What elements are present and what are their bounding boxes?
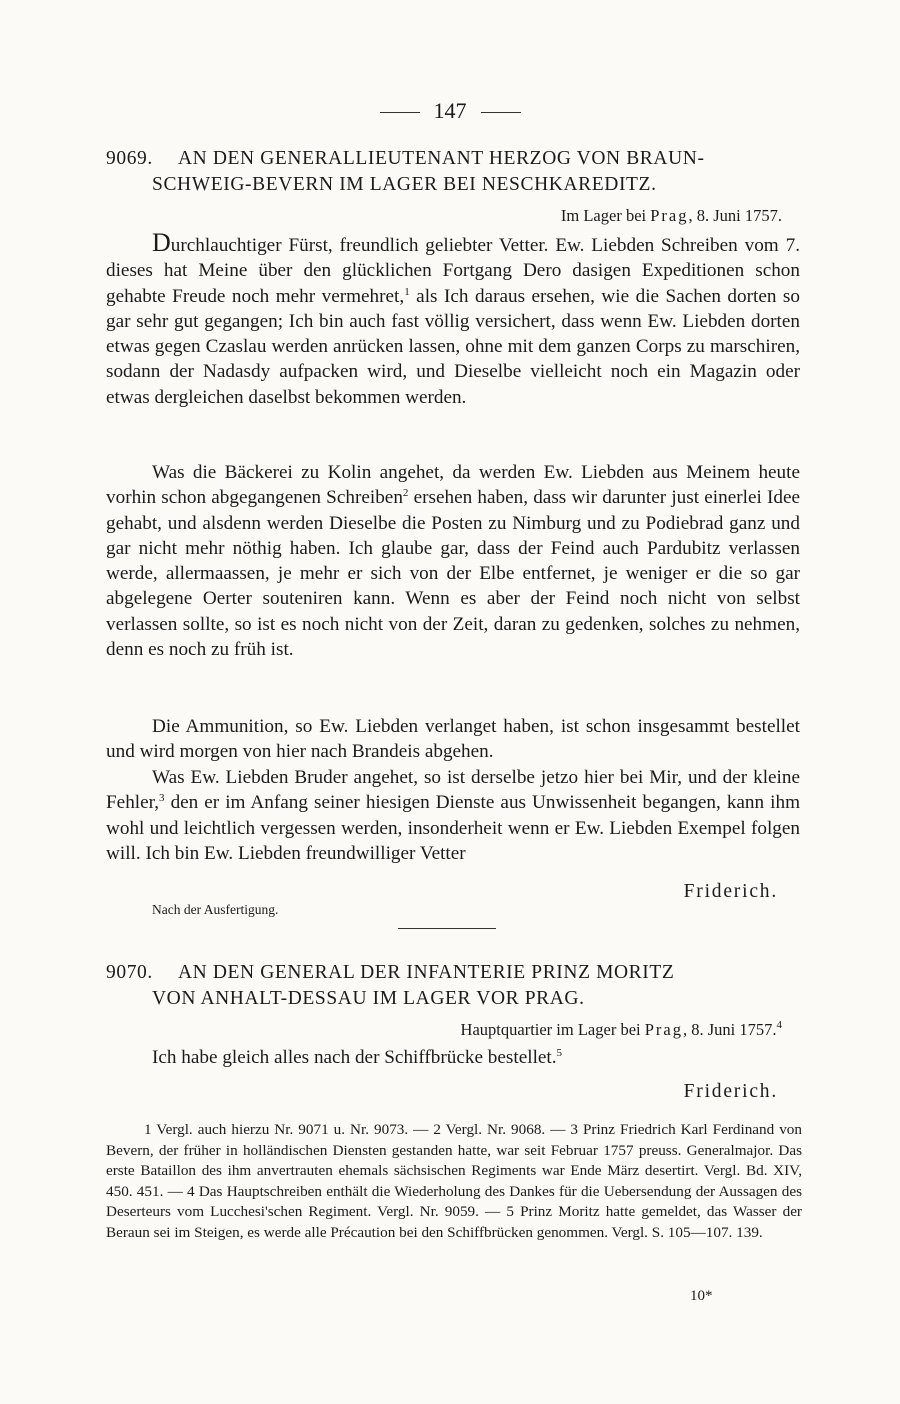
letter-9069-paragraph-4: Was Ew. Liebden Bruder angehet, so ist derselbe jetzo hier bei Mir, und der kleine Fehler,$^3$ den er im Anfang seiner hiesigen Dienste aus Unwissenheit begangen, kann ihm wohl und leichtlich vergessen werden, insonderheit wenn er Ew. Liebden Exempel folgen will. Ich bin Ew. Liebden freundwilliger Vetter [106,767,800,864]
letter-9069-paragraph-2: Was die Bäckerei zu Kolin angehet, da werden Ew. Liebden aus Meinem heute vorhin schon abgegangenen Schreiben$^2$ ersehen haben, dass wir darunter just einerlei Idee gehabt, und alsdenn werden Dieselbe die Posten zu Nimburg und zu Podiebrad ganz und gar nicht mehr nöthig haben. Ich glaube gar, dass der Feind auch Pardubitz verlassen werde, allermaassen, je mehr er sich von der Elbe entfernet, je weniger er die so gar abgelegene Oerter souteniren kann. Wenn es aber der Feind noch nicht von selbst verlassen sollte, so ist es noch nicht von der Zeit, daran zu gedenken, solches zu nehmen, denn es noch zu früh ist. [106,462,801,661]
letter-9069-heading [106,146,806,198]
letter-number: 9069. [106,148,153,169]
page-number: 147 [433,98,467,123]
heading-line-2: VON ANHALT-DESSAU IM LAGER VOR PRAG. [152,988,585,1009]
date-prefix: Hauptquartier im Lager bei [460,1020,645,1039]
letter-9069-paragraph-1: Durchlauchtiger Fürst, freundlich geliebter Vetter. Ew. Liebden Schreiben vom 7. dieses hat Meine über den glücklichen Fortgang Dero dasigen Expeditionen schon gehabte Freude noch mehr vermehret,$^1$ als Ich daraus ersehen, wie die Sachen dorten so gar sehr gut gegangen; Ich bin auch fast völlig versichert, dass wenn Ew. Liebden dorten etwas gegen Czaslau werden anrücken lassen, ohne mit dem ganzen Corps zu marschiren, sodann der Nadasdy aufpacken wird, und Dieselbe vielleicht noch ein Magazin oder etwas dergleichen daselbst bekommen werden. [106,228,800,408]
heading-line-2: SCHWEIG-BEVERN IM LAGER BEI NESCHKAREDITZ. [152,174,657,195]
footnote-ref: 2 [402,487,409,500]
footnote-ref: 1 [404,285,410,298]
date-place: Prag [644,1020,683,1039]
date-suffix: , 8. Juni 1757. [688,206,782,225]
letter-9069-source: Nach der Ausfertigung. [152,902,279,917]
footnotes: 1 Vergl. auch hierzu Nr. 9071 u. Nr. 9073. — 2 Vergl. Nr. 9068. — 3 Prinz Friedrich Karl Ferdinand von Bevern, der früher in holländischen Diensten gestanden hatte, war seit Februar 1757 preuss. Generalmajor. Das erste Bataillon des ihm anvertrauten ehemals sächsischen Regiments war Ende März desertirt. Vergl. Bd. XIV, 450. 451. — 4 Das Hauptschreiben enthält die Wiederholung des Dankes für die Uebersendung der Aussagen des Deserteurs vom Lucchesi'schen Regiment. Vergl. Nr. 9059. — 5 Prinz Moritz hatte gemeldet, das Wasser der Beraun sei im Steigen, es werde alle Précaution bei den Schiffbrücken genommen. Vergl. S. 105—107. 139. [106,1121,802,1241]
letter-9070-signature: Friderich. [683,1081,778,1102]
date-place: Prag [650,206,689,225]
footnote-ref: 4 [776,1019,782,1031]
initial-letter: D [152,228,171,257]
letter-9070-body: Ich habe gleich alles nach der Schiffbrücke bestellet.$^5$ [152,1047,563,1068]
heading-line-1: AN DEN GENERAL DER INFANTERIE PRINZ MORITZ [178,962,675,983]
letter-9070-heading [106,960,806,1012]
heading-line-1: AN DEN GENERALLIEUTENANT HERZOG VON BRAUN- [178,148,705,169]
signature-mark: 10* [690,1288,713,1304]
header-dash-right [481,112,521,113]
letter-9070-dateline [461,1020,782,1040]
page-header [0,98,900,124]
section-divider [398,928,496,929]
header-dash-left [380,112,420,113]
letter-9069-dateline [561,206,782,226]
footnote-ref: 3 [159,792,165,805]
letter-number: 9070. [106,962,153,983]
date-suffix: , 8. Juni 1757. [682,1020,777,1039]
footnote-ref: 5 [556,1047,563,1059]
date-prefix: Im Lager bei [560,206,651,225]
letter-9069-signature: Friderich. [683,881,778,902]
letter-9069-paragraph-3: Die Ammunition, so Ew. Liebden verlanget haben, ist schon insgesammt bestellet und wird morgen von hier nach Brandeis abgehen. [106,716,800,763]
